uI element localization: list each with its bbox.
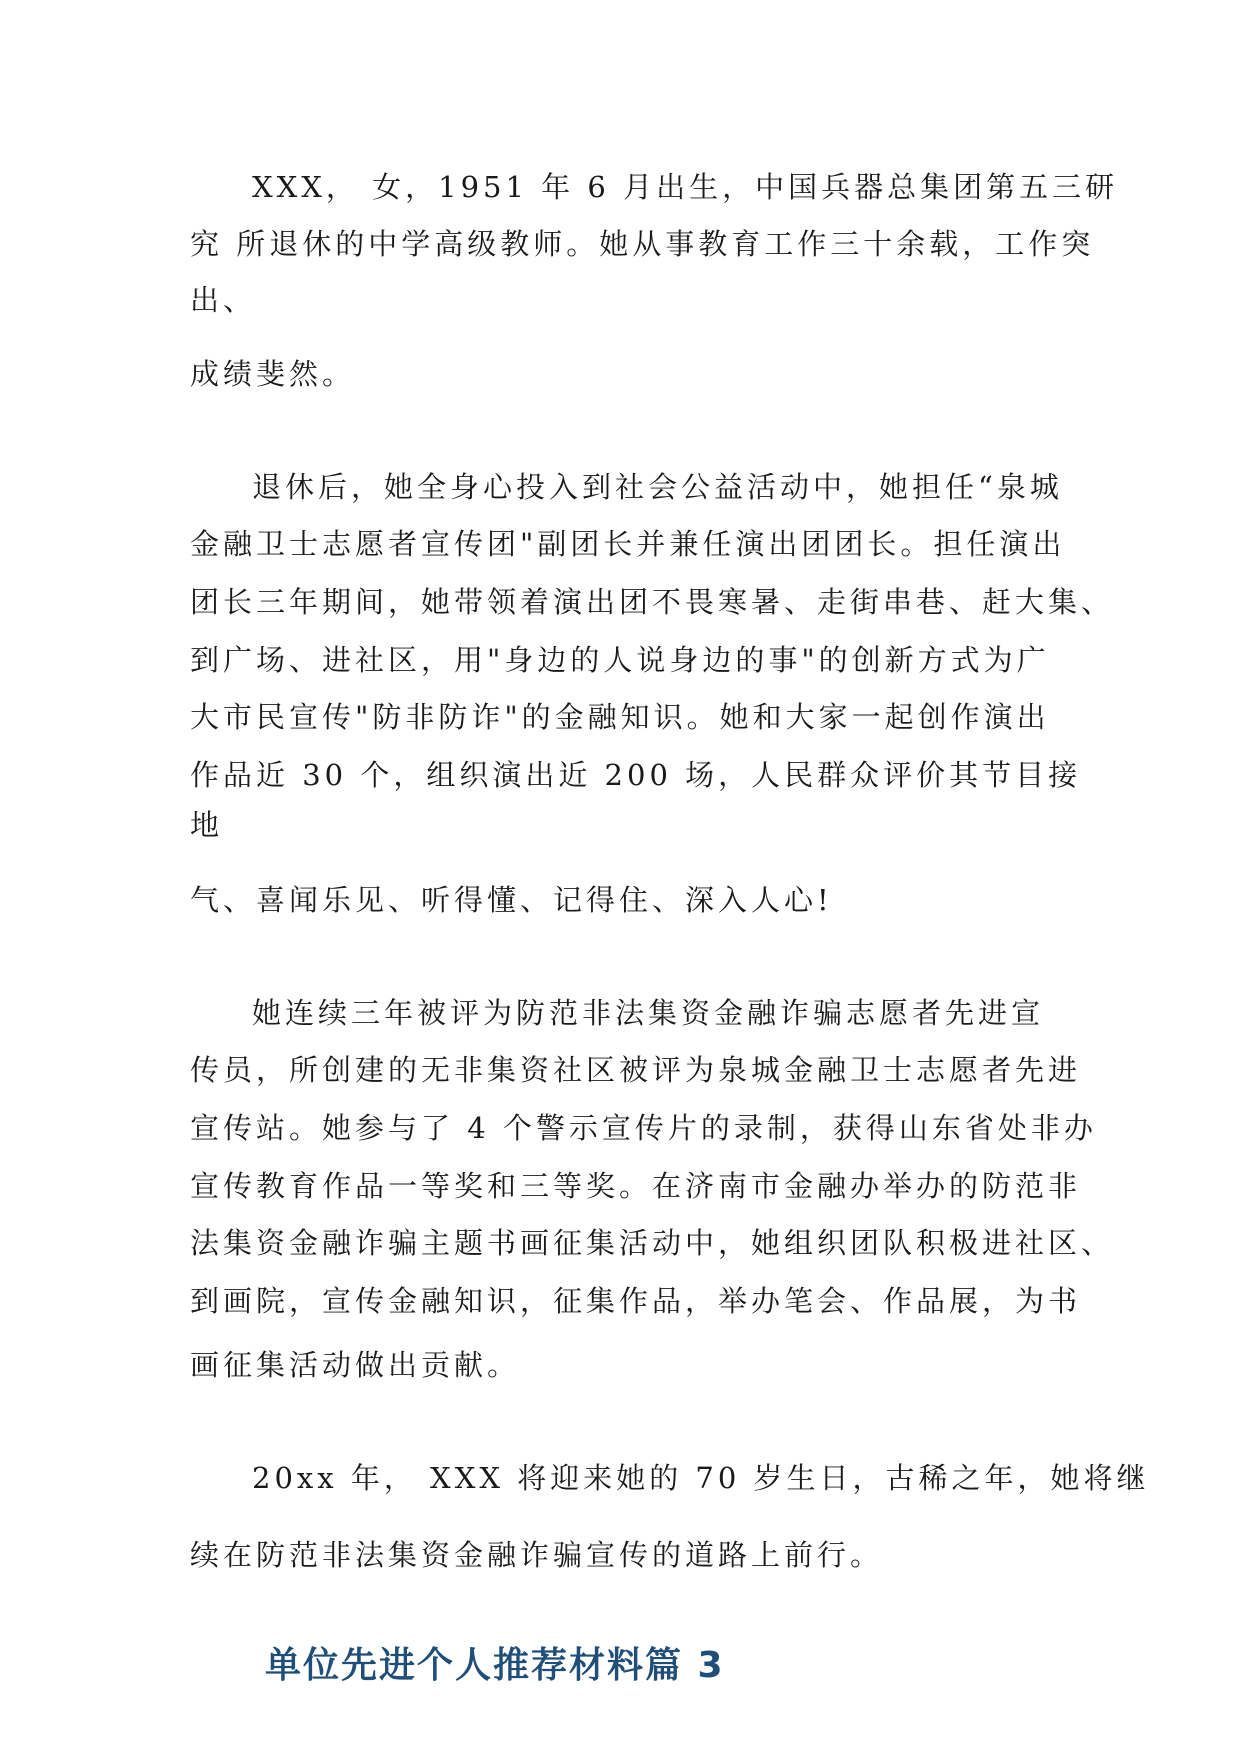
paragraph-2-line-3: 团长三年期间，她带领着演出团不畏寒暑、走街串巷、赶大集、	[190, 585, 1115, 619]
paragraph-2-line-4: 到广场、进社区，用"身边的人说身边的事"的创新方式为广	[190, 643, 1050, 677]
paragraph-3-line-7: 画征集活动做出贡献。	[190, 1348, 521, 1382]
paragraph-1-line-1: XXX， 女，1951 年 6 月出生，中国兵器总集团第五三研	[252, 170, 1119, 204]
paragraph-3-line-4: 宣传教育作品一等奖和三等奖。在济南市金融办举办的防范非	[190, 1169, 1082, 1203]
paragraph-4-line-2: 续在防范非法集资金融诈骗宣传的道路上前行。	[190, 1538, 884, 1572]
section-heading: 单位先进个人推荐材料篇 3	[265, 1645, 725, 1686]
paragraph-3-line-6: 到画院，宣传金融知识，征集作品，举办笔会、作品展，为书	[190, 1284, 1082, 1318]
paragraph-2-line-5: 大市民宣传"防非防诈"的金融知识。她和大家一起创作演出	[190, 700, 1050, 734]
paragraph-3-line-3: 宣传站。她参与了 4 个警示宣传片的录制，获得山东省处非办	[190, 1111, 1097, 1145]
paragraph-1-line-3: 出、	[190, 283, 257, 317]
paragraph-1-line-2: 究 所退休的中学高级教师。她从事教育工作三十余载，工作突	[190, 227, 1095, 261]
paragraph-2-line-8: 气、喜闻乐见、听得懂、记得住、深入人心!	[190, 883, 833, 917]
paragraph-1-line-4: 成绩斐然。	[190, 357, 356, 391]
paragraph-3-line-5: 法集资金融诈骗主题书画征集活动中，她组织团队积极进社区、	[190, 1226, 1115, 1260]
paragraph-3-line-2: 传员，所创建的无非集资社区被评为泉城金融卫士志愿者先进	[190, 1053, 1082, 1087]
paragraph-3-line-1: 她连续三年被评为防范非法集资金融诈骗志愿者先进宣	[252, 996, 1045, 1030]
paragraph-2-line-7: 地	[190, 808, 224, 842]
paragraph-2-line-1: 退休后，她全身心投入到社会公益活动中，她担任“泉城	[252, 470, 1063, 504]
paragraph-4-line-1: 20xx 年， XXX 将迎来她的 70 岁生日，古稀之年，她将继	[252, 1461, 1150, 1495]
paragraph-2-line-2: 金融卫士志愿者宣传团"副团长并兼任演出团团长。担任演出	[190, 527, 1066, 561]
paragraph-2-line-6: 作品近 30 个，组织演出近 200 场，人民群众评价其节目接	[190, 758, 1082, 792]
